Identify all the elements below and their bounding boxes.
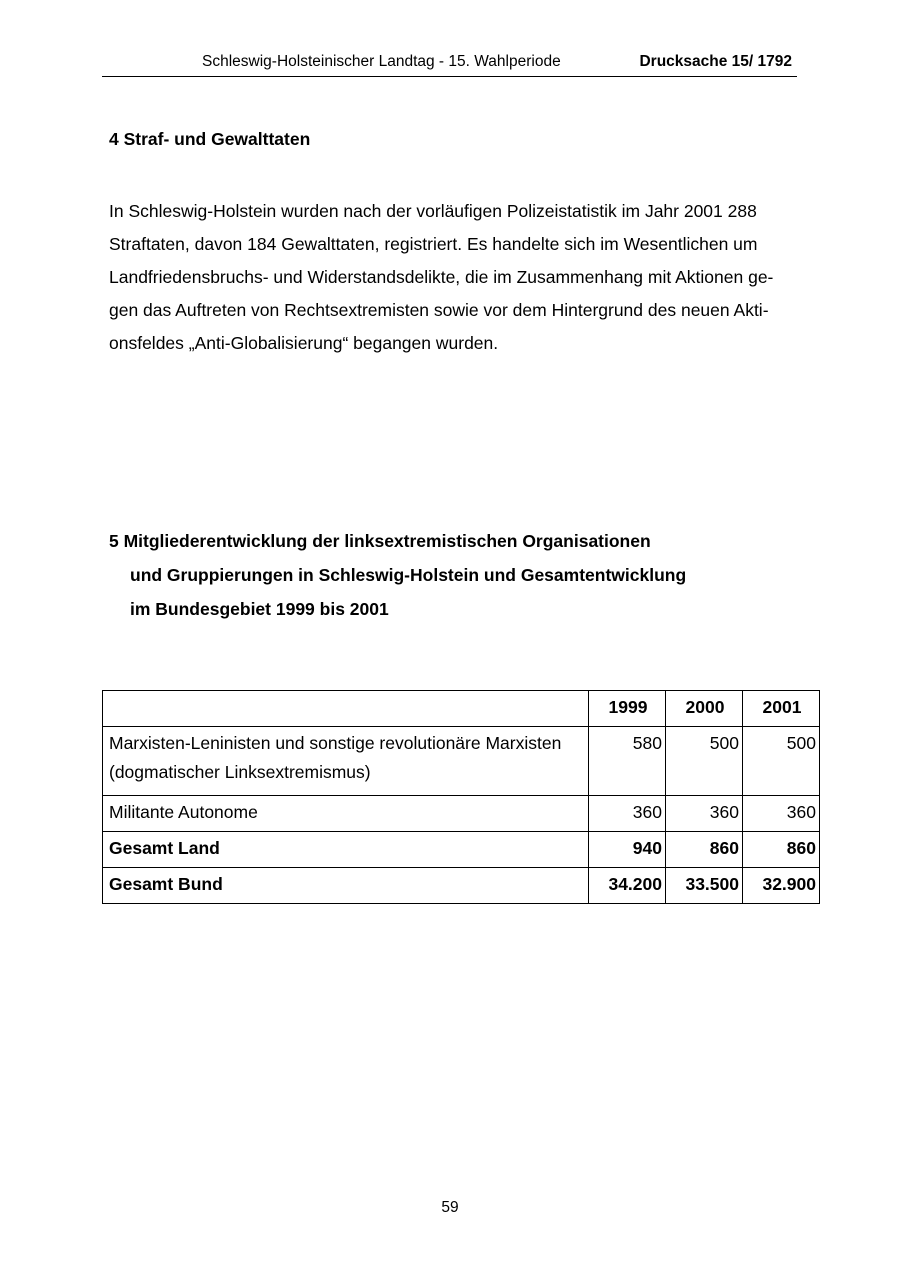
cell-value: 500: [743, 727, 820, 796]
cell-value: 500: [666, 727, 743, 796]
section-4-heading: 4 Straf- und Gewalttaten: [109, 129, 311, 149]
paragraph-line: In Schleswig-Holstein wurden nach der vorläufigen Polizeistatistik im Jahr 2001 288: [109, 201, 757, 221]
paragraph-line: Landfriedensbruchs- und Widerstandsdelikte, die im Zusammenhang mit Aktionen ge-: [109, 267, 774, 287]
table-row: [103, 727, 820, 796]
cell-value: 860: [666, 832, 743, 868]
cell-value: 360: [666, 796, 743, 832]
column-header-2000: 2000: [666, 691, 743, 727]
heading-line: im Bundesgebiet 1999 bis 2001: [130, 599, 389, 619]
row-label: Militante Autonome: [103, 796, 589, 832]
cell-value: 360: [743, 796, 820, 832]
column-header-2001: 2001: [743, 691, 820, 727]
row-label: Gesamt Land: [103, 832, 589, 868]
cell-value: 580: [589, 727, 666, 796]
row-label: [103, 727, 589, 796]
table-header-row: [103, 691, 820, 727]
section-4-paragraph: [109, 195, 789, 360]
cell-value: 32.900: [743, 868, 820, 904]
cell-value: 33.500: [666, 868, 743, 904]
heading-line: und Gruppierungen in Schleswig-Holstein und Gesamtentwicklung: [130, 565, 687, 585]
table-row-total-land: [103, 832, 820, 868]
table-row: [103, 796, 820, 832]
row-label-sub: (dogmatischer Linksextremismus): [109, 762, 371, 782]
column-header-1999: 1999: [589, 691, 666, 727]
cell-value: 860: [743, 832, 820, 868]
membership-table: [102, 690, 820, 904]
row-label: Gesamt Bund: [103, 868, 589, 904]
cell-value: 360: [589, 796, 666, 832]
paragraph-line: Straftaten, davon 184 Gewalttaten, registriert. Es handelte sich im Wesentlichen um: [109, 234, 758, 254]
cell-value: 34.200: [589, 868, 666, 904]
section-5-heading: [109, 524, 686, 626]
column-header-label: [103, 691, 589, 727]
row-label-main: Marxisten-Leninisten und sonstige revolutionäre Marxisten: [109, 733, 562, 753]
cell-value: 940: [589, 832, 666, 868]
header-title: Schleswig-Holsteinischer Landtag - 15. Wahlperiode: [202, 53, 561, 70]
page-header: [102, 50, 797, 77]
page-number: 59: [441, 1199, 459, 1216]
table-row-total-bund: [103, 868, 820, 904]
paragraph-line: onsfeldes „Anti-Globalisierung“ begangen wurden.: [109, 333, 499, 353]
paragraph-line: gen das Auftreten von Rechtsextremisten sowie vor dem Hintergrund des neuen Akti-: [109, 300, 769, 320]
heading-line: 5 Mitgliederentwicklung der linksextremistischen Organisationen: [109, 531, 651, 551]
header-document-number: Drucksache 15/ 1792: [639, 53, 792, 70]
